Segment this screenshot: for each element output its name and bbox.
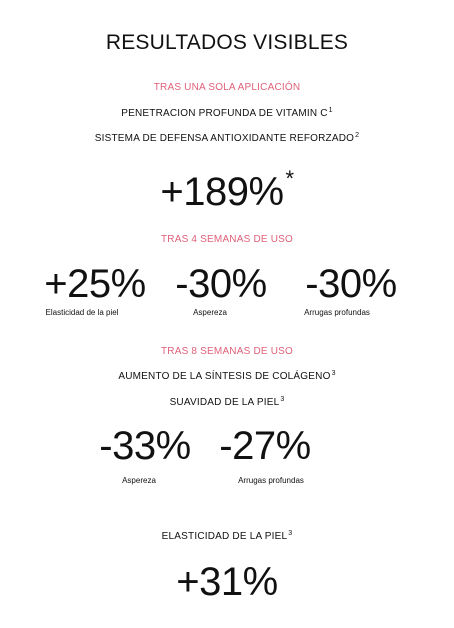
stat-value: -30% (305, 262, 397, 306)
stat-label: Aspereza (122, 476, 156, 485)
benefit-line-smoothness (0, 397, 454, 408)
stat-value-elasticity: +31% (176, 560, 278, 604)
stat-number: +189% (160, 170, 284, 214)
stat-label: Arrugas profundas (238, 476, 304, 485)
benefit-text: PENETRACION PROFUNDA DE VITAMIN C (121, 108, 328, 119)
stat-value: -33% (99, 424, 191, 468)
stat-value: -30% (175, 262, 267, 306)
benefit-text: ELASTICIDAD DE LA PIEL (161, 531, 288, 542)
footnote-mark: 3 (280, 396, 285, 403)
benefit-text: SISTEMA DE DEFENSA ANTIOXIDANTE REFORZADO (94, 133, 355, 144)
benefit-text: SUAVIDAD DE LA PIEL (169, 397, 280, 408)
stat-value: +25% (44, 262, 146, 306)
stat-value: -27% (219, 424, 311, 468)
footnote-mark: 1 (328, 107, 333, 114)
stat-block-wrinkles-8w (190, 424, 340, 485)
section-heading-8-weeks: TRAS 8 SEMANAS DE USO (160, 346, 293, 357)
stat-label: Aspereza (193, 308, 227, 317)
stat-label: Arrugas profundas (304, 308, 370, 317)
benefit-text: AUMENTO DE LA SÍNTESIS DE COLÁGENO (118, 371, 331, 382)
benefit-line-antioxidant (0, 133, 454, 144)
footnote-mark: 3 (331, 370, 336, 377)
section-heading-single-application: TRAS UNA SOLA APLICACIÓN (153, 82, 301, 93)
elasticity-heading (0, 531, 454, 542)
stat-block-deep-wrinkles (276, 262, 426, 317)
benefit-line-vitamin-c (0, 108, 454, 119)
stat-label: Elasticidad de la piel (45, 308, 119, 317)
page-title: RESULTADOS VISIBLES (105, 31, 349, 54)
footnote-mark: 2 (355, 132, 360, 139)
footnote-mark: 3 (288, 530, 293, 537)
benefit-line-collagen (0, 371, 454, 382)
stat-value-main (0, 166, 454, 215)
asterisk-mark: * (285, 166, 294, 191)
section-heading-4-weeks: TRAS 4 SEMANAS DE USO (160, 234, 293, 245)
